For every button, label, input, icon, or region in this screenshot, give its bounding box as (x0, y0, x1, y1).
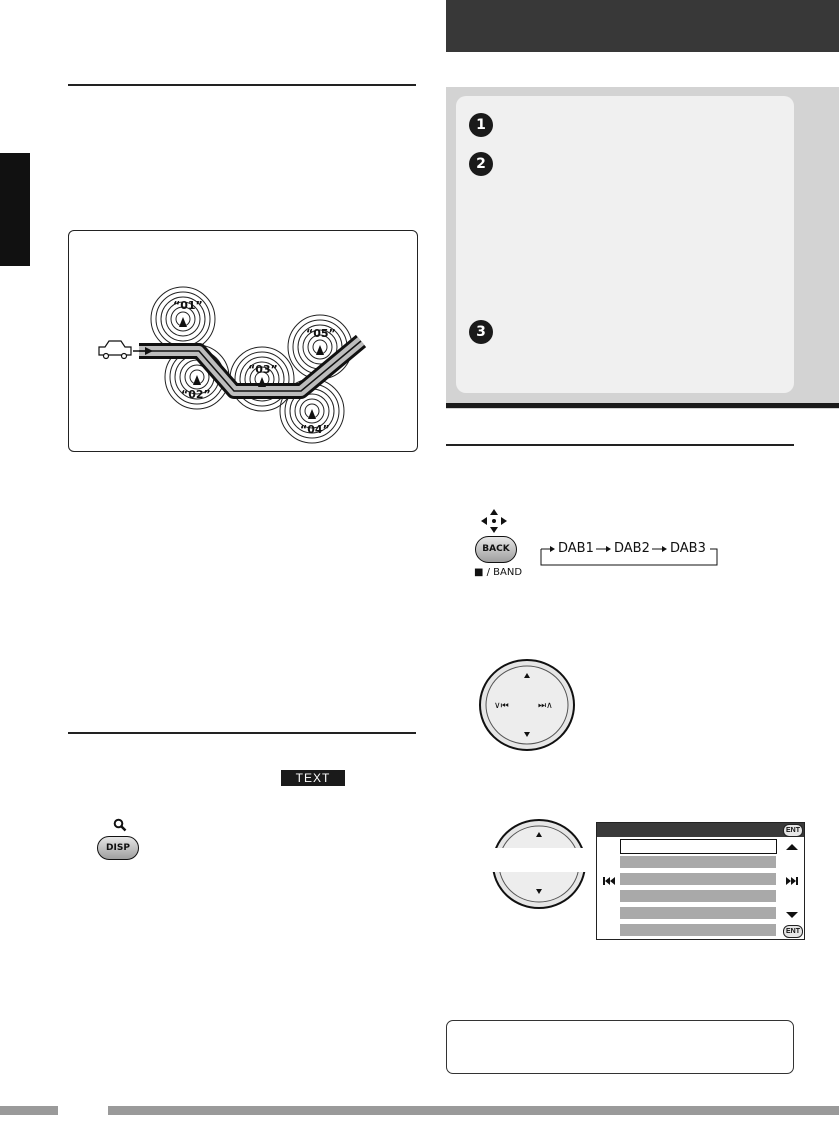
list-row[interactable] (620, 924, 776, 936)
ent-badge-bottom[interactable]: ENT (783, 925, 803, 938)
list-row[interactable] (620, 907, 776, 919)
band-dab3: DAB3 (670, 541, 706, 556)
steps-panel (456, 96, 794, 393)
search-icon (113, 818, 127, 832)
text-indicator-badge: TEXT (281, 770, 345, 786)
step-number-2: 2 (469, 152, 493, 176)
list-row[interactable] (620, 873, 776, 885)
control-dial-scroll[interactable] (492, 818, 588, 910)
station-label-05: “05” (306, 327, 336, 340)
scroll-up-icon[interactable] (785, 843, 799, 851)
band-dab1: DAB1 (558, 541, 594, 556)
control-dial[interactable] (478, 658, 576, 752)
footer-bar-left (0, 1106, 58, 1115)
back-button[interactable]: BACK (475, 536, 517, 563)
list-row[interactable] (620, 856, 776, 868)
footer-bar-right (108, 1106, 839, 1115)
svg-text:⏭∧: ⏭∧ (538, 701, 553, 711)
station-label-01: “01” (173, 299, 203, 312)
band-cycle-diagram (540, 541, 720, 565)
station-label-04: “04” (300, 423, 330, 436)
station-map-svg (69, 231, 417, 451)
language-side-tab (0, 153, 30, 266)
section-rule-top-left (68, 84, 416, 86)
steps-panel-underline (446, 403, 839, 408)
car-icon (99, 341, 131, 359)
note-box (446, 1020, 794, 1074)
section-header-bar (446, 0, 839, 52)
list-row-selected[interactable] (620, 839, 777, 854)
section-rule-right (446, 444, 794, 446)
station-map-illustration (68, 230, 418, 452)
list-screen (596, 822, 805, 940)
band-dab2: DAB2 (614, 541, 650, 556)
previous-track-icon[interactable] (602, 876, 616, 886)
ent-badge-top: ENT (783, 824, 803, 837)
next-track-icon[interactable] (785, 876, 799, 886)
four-way-pad-icon (480, 508, 508, 534)
station-label-03: “03” (248, 363, 278, 376)
back-button-caption: ■ / BAND (474, 567, 523, 578)
step-number-3: 3 (469, 320, 493, 344)
svg-text:∨⏮: ∨⏮ (494, 701, 509, 711)
scroll-down-icon[interactable] (785, 911, 799, 919)
station-label-02: “02” (181, 388, 211, 401)
list-row[interactable] (620, 890, 776, 902)
section-rule-bottom-left (68, 732, 416, 734)
list-screen-header (597, 823, 804, 837)
disp-button[interactable]: DISP (97, 836, 139, 860)
step-number-1: 1 (469, 113, 493, 137)
